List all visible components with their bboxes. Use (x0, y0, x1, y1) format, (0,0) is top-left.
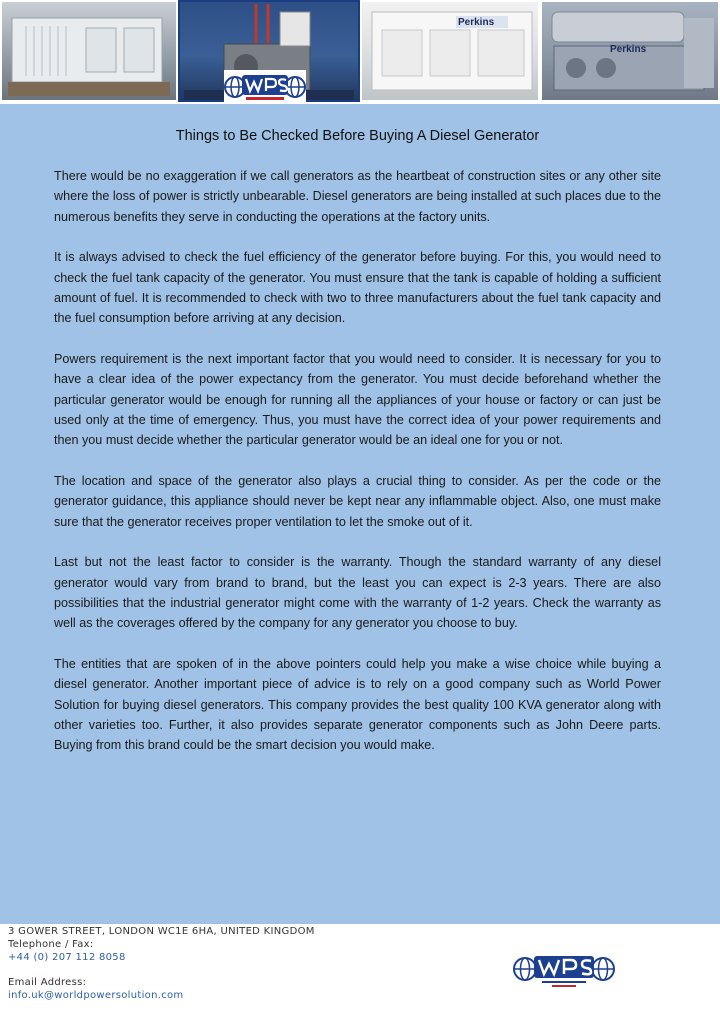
wps-logo (224, 70, 306, 104)
article-paragraph-4: The location and space of the generator also plays a crucial thing to consider. As per the code or the generator guidance, this appliance should never be kept near any inflammable object. Also, one must make sure that the generator receives proper ventilation to let the smoke out of it. (54, 473, 661, 529)
footer-phone-label: Telephone / Fax: (8, 939, 94, 950)
generator-enclosure-graphic (8, 12, 170, 96)
generator-enclosure-photo (0, 0, 178, 102)
article-paragraph-3: Powers requirement is the next important factor that you would need to consider. It is necessary for you to have a clear idea of the power expectancy from the generator. You must decide beforehand whether the particular generator would be enough for running all the appliances of your house or factory or can just be used only at the time of emergency. Thus, you must have the correct idea of your power requirements and then you must decide whether the particular generator would be an ideal one for you or not. (54, 351, 661, 448)
footer-address: 3 GOWER STREET, LONDON WC1E 6HA, UNITED KINGDOM (8, 926, 315, 937)
header-banner (0, 0, 720, 104)
footer-phone[interactable]: +44 (0) 207 112 8058 (8, 952, 126, 963)
perkins-generator-photo (360, 0, 540, 102)
footer-email-link[interactable]: info.uk@worldpowersolution.com (8, 990, 184, 1001)
perkins-engine-brand-label: Perkins (610, 44, 647, 55)
article-paragraph-1: There would be no exaggeration if we call generators as the heartbeat of construction sites or any other site where the loss of power is strictly unbearable. Diesel generators are being installed at such places due to the numerous benefits they serve in conducting the operations at the factory units. (54, 169, 661, 224)
article-paragraph-6: The entities that are spoken of in the above pointers could help you make a wise choice while buying a diesel generator. Another important piece of advice is to rely on a good company such as World Power Solution for buying diesel generators. This company provides the best quality 100 KVA generator along with other varieties too. Further, it also provides separate generator components such as John Deere parts. Buying from this brand could be the smart decision you would make. (54, 656, 661, 753)
perkins-brand-label: Perkins (458, 17, 495, 28)
perkins-engine-photo (540, 0, 720, 102)
article-paragraph-5: Last but not the least factor to consider is the warranty. Though the standard warranty of any diesel generator would vary from brand to brand, but the least you can expect is 2-3 years. There are also possibilities that the industrial generator might come with the warranty of 1-2 years. Check the warranty as well as the coverages offered by the company for any generator you choose to buy. (54, 555, 661, 631)
article-paragraph-2: It is always advised to check the fuel efficiency of the generator before buying. For this, you would need to check the fuel tank capacity of the generator. You must ensure that the tank is capable of holding a sufficient amount of fuel. It is recommended to check with two to three manufacturers about the fuel tank capacity and the fuel consumption before arriving at any decision. (54, 250, 661, 326)
article (54, 104, 661, 776)
article-title: Things to Be Checked Before Buying A Diesel Generator (175, 128, 540, 144)
footer-email-label: Email Address: (8, 977, 87, 988)
perkins-generator-graphic (370, 8, 534, 96)
wps-footer-logo (512, 952, 616, 990)
footer (0, 924, 720, 1018)
